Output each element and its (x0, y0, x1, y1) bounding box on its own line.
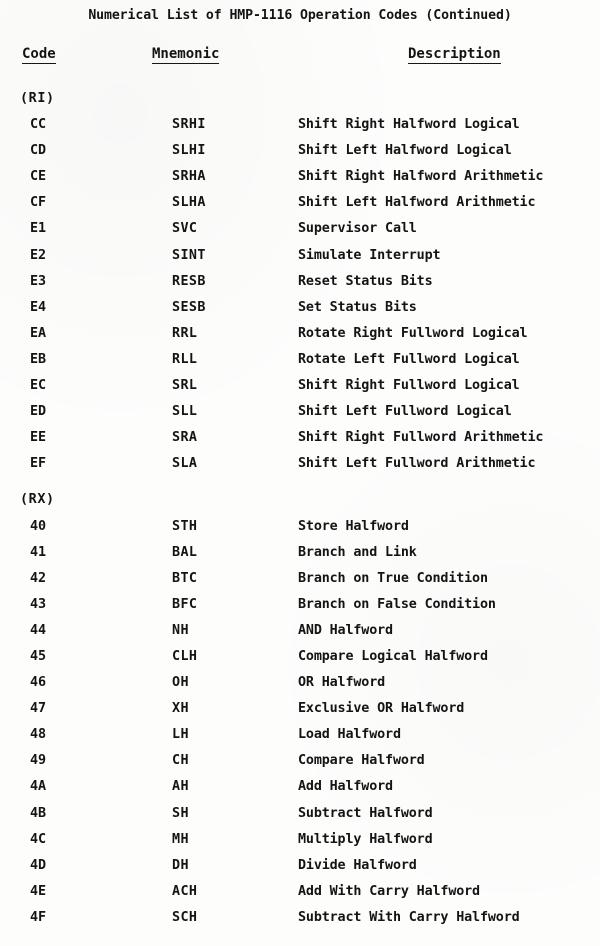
mnemonic-value: RLL (172, 351, 198, 367)
table-row (0, 621, 600, 647)
table-row (0, 167, 600, 193)
opcode-value: 40 (29, 518, 47, 534)
table-header (0, 46, 600, 70)
table-row (0, 454, 600, 480)
description-value: Shift Right Halfword Logical (298, 117, 520, 133)
column-header-description: Description (408, 46, 501, 62)
mnemonic-value: AH (172, 779, 189, 795)
opcode-value: EE (29, 430, 47, 446)
table-row (0, 219, 600, 245)
opcode-value: CE (29, 169, 47, 185)
group-label: (RI) (20, 91, 55, 106)
table-row (0, 830, 600, 856)
description-value: Subtract With Carry Halfword (298, 909, 520, 925)
table-row (0, 517, 600, 543)
mnemonic-value: SRL (172, 378, 198, 394)
description-value: AND Halfword (298, 622, 393, 638)
description-value: Reset Status Bits (298, 273, 433, 289)
mnemonic-value: SLHI (172, 143, 206, 159)
mnemonic-value: MH (172, 831, 189, 847)
opcode-value: 43 (29, 596, 47, 612)
opcode-value: 41 (29, 544, 47, 560)
mnemonic-value: XH (172, 701, 189, 717)
description-value: Divide Halfword (298, 857, 417, 873)
table-row (0, 856, 600, 882)
description-value: Rotate Left Fullword Logical (298, 351, 520, 367)
opcode-value: 4A (29, 779, 47, 795)
description-value: Shift Left Halfword Logical (298, 143, 512, 159)
mnemonic-value: LH (172, 727, 189, 743)
opcode-value: E3 (29, 273, 47, 289)
section-spacer (0, 480, 600, 490)
description-value: Add Halfword (298, 779, 393, 795)
description-value: Shift Left Fullword Logical (298, 404, 512, 420)
opcode-value: 4D (29, 857, 47, 873)
opcode-value: 49 (29, 753, 47, 769)
table-row (0, 272, 600, 298)
table-row (0, 193, 600, 219)
mnemonic-value: SRHI (172, 117, 206, 133)
description-value: Compare Halfword (298, 753, 425, 769)
opcode-value: EC (29, 378, 47, 394)
table-row (0, 543, 600, 569)
opcode-value: ED (29, 404, 47, 420)
mnemonic-value: BAL (172, 544, 198, 560)
description-value: Set Status Bits (298, 299, 417, 315)
mnemonic-value: SINT (172, 247, 206, 263)
opcode-value: EF (29, 456, 47, 472)
table-row (0, 725, 600, 751)
opcode-value: CD (29, 143, 47, 159)
mnemonic-value: SLL (172, 404, 198, 420)
table-row (0, 298, 600, 324)
mnemonic-value: NH (172, 622, 189, 638)
table-row (0, 350, 600, 376)
mnemonic-value: SESB (172, 299, 206, 315)
column-header-mnemonic: Mnemonic (152, 46, 220, 62)
opcode-value: 48 (29, 727, 47, 743)
table-row (0, 569, 600, 595)
description-value: Load Halfword (298, 727, 401, 743)
mnemonic-value: SVC (172, 221, 198, 237)
description-value: Exclusive OR Halfword (298, 701, 465, 717)
page-title: Numerical List of HMP-1116 Operation Codes (Continued) (88, 8, 512, 23)
opcode-value: E4 (29, 299, 47, 315)
table-row-group-header (0, 490, 600, 516)
group-label: (RX) (20, 492, 55, 508)
table-row (0, 115, 600, 141)
table-row (0, 699, 600, 725)
mnemonic-value: SRA (172, 430, 198, 446)
description-value: Multiply Halfword (298, 831, 433, 847)
mnemonic-value: RESB (172, 273, 206, 289)
table-row (0, 908, 600, 934)
table-row (0, 673, 600, 699)
description-value: Compare Logical Halfword (298, 648, 488, 664)
mnemonic-value: SRHA (172, 169, 206, 185)
description-value: Simulate Interrupt (298, 247, 441, 263)
table-row (0, 428, 600, 454)
opcode-value: 45 (29, 648, 47, 664)
opcode-value: 4C (29, 831, 47, 847)
table-row (0, 324, 600, 350)
opcode-value: 4B (29, 805, 47, 821)
opcode-value: EA (29, 325, 47, 341)
table-row (0, 647, 600, 673)
description-value: Store Halfword (298, 518, 409, 534)
opcode-value: CC (29, 117, 47, 133)
mnemonic-value: BTC (172, 570, 198, 586)
description-value: Rotate Right Fullword Logical (298, 325, 528, 341)
table-row (0, 595, 600, 621)
mnemonic-value: RRL (172, 325, 198, 341)
table-row (0, 246, 600, 272)
table-row (0, 376, 600, 402)
mnemonic-value: SCH (172, 909, 198, 925)
mnemonic-value: ACH (172, 883, 198, 899)
description-value: Supervisor Call (298, 221, 417, 237)
mnemonic-value: SLHA (172, 195, 206, 211)
opcode-table-body (0, 89, 600, 934)
description-value: Branch and Link (298, 544, 417, 560)
opcode-value: EB (29, 351, 47, 367)
table-row (0, 402, 600, 428)
table-row (0, 751, 600, 777)
column-header-code: Code (22, 46, 56, 62)
opcode-value: CF (29, 195, 47, 211)
mnemonic-value: DH (172, 857, 189, 873)
table-row (0, 882, 600, 908)
mnemonic-value: OH (172, 675, 189, 691)
mnemonic-value: CH (172, 753, 189, 769)
mnemonic-value: CLH (172, 648, 198, 664)
opcode-value: 46 (29, 675, 47, 691)
mnemonic-value: STH (172, 518, 198, 534)
opcode-value: 4F (29, 909, 47, 925)
mnemonic-value: SH (172, 805, 189, 821)
table-row (0, 777, 600, 803)
mnemonic-value: BFC (172, 596, 198, 612)
description-value: OR Halfword (298, 675, 386, 691)
description-value: Branch on True Condition (298, 570, 488, 586)
description-value: Shift Left Fullword Arithmetic (298, 456, 536, 472)
opcode-value: E1 (29, 221, 47, 237)
table-row (0, 141, 600, 167)
table-row-group-header (0, 89, 600, 115)
description-value: Add With Carry Halfword (298, 883, 480, 899)
opcode-value: 47 (29, 701, 47, 717)
opcode-value: E2 (29, 247, 47, 263)
description-value: Shift Right Halfword Arithmetic (298, 169, 544, 185)
description-value: Subtract Halfword (298, 805, 433, 821)
opcode-value: 44 (29, 622, 47, 638)
table-row (0, 804, 600, 830)
opcode-value: 42 (29, 570, 47, 586)
description-value: Branch on False Condition (298, 596, 496, 612)
opcode-value: 4E (29, 883, 47, 899)
description-value: Shift Right Fullword Arithmetic (298, 430, 544, 446)
description-value: Shift Left Halfword Arithmetic (298, 195, 536, 211)
mnemonic-value: SLA (172, 456, 198, 472)
description-value: Shift Right Fullword Logical (298, 378, 520, 394)
